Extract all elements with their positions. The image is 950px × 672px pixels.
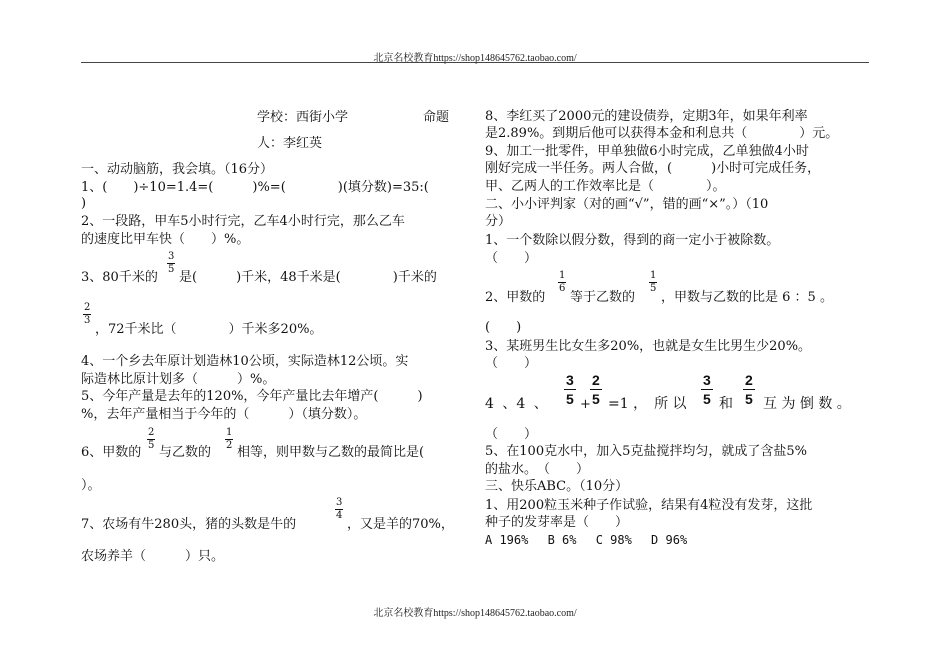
- judge-4-end: 互 为 倒 数 。: [763, 396, 851, 412]
- fraction-1-5: $\frac{1}{5}$: [650, 270, 657, 294]
- fraction-3-5-bold: $\frac{3}{5}$: [566, 372, 574, 407]
- title-school: 学校：西街小学: [257, 110, 349, 125]
- q8-line-1: 8、李红买了2000元的建设债券，定期3年，如果年利率: [485, 109, 808, 124]
- q6-line-1a: 6、甲数的: [81, 445, 142, 460]
- q6-line-2: ）。: [81, 478, 101, 493]
- q3-line-2: ，72千米比（ ）千米多20%。: [95, 322, 323, 337]
- q9-line-2: 刚好完成一半任务。两人合做，( )小时可完成任务，: [485, 161, 821, 176]
- fraction-2-5-bold-b: $\frac{2}{5}$: [745, 372, 753, 407]
- judge-4-he: 和: [719, 396, 733, 412]
- q3-line-1b: 是( )千米，48千米是( )千米的: [179, 270, 437, 285]
- q9-line-3: 甲、乙两人的工作效率比是（ ）。: [485, 179, 726, 194]
- judge-2-line-a: 2、甲数的: [485, 290, 546, 305]
- fraction-3-5: $\frac{3}{5}$: [168, 251, 175, 275]
- q1-line-2: ): [81, 196, 87, 211]
- fraction-1-6: $\frac{1}{6}$: [559, 270, 566, 294]
- judge-5-line-1: 5、在100克水中，加入5克盐搅拌均匀，就成了含盐5%: [485, 444, 807, 459]
- choice-1-line-2: 种子的发芽率是（ ）: [485, 515, 629, 530]
- choice-1-options: A 196% B 6% C 98% D 96%: [485, 533, 688, 547]
- q2-line-2: 的速度比甲车快（ ）%。: [81, 232, 250, 247]
- section-3-heading: 三、快乐ABC。（10分）: [485, 479, 629, 494]
- q8-line-2: 是2.89%。到期后他可以获得本金和利息共（ ）元。: [485, 126, 839, 141]
- page-header: 北京名校教育https://shop148645762.taobao.com/: [373, 53, 577, 64]
- left-column: [81, 0, 466, 672]
- q9-line-1: 9、加工一批零件，甲单独做6小时完成，乙单独做4小时: [485, 144, 809, 159]
- section-1-heading: 一、动动脑筋，我会填。（16分）: [81, 162, 274, 177]
- fraction-1-2: $\frac{1}{2}$: [226, 427, 233, 451]
- section-2-heading-cont: 分）: [485, 214, 512, 229]
- judge-4-prefix: 4 、4 、: [485, 396, 548, 412]
- q5-line-2: %，去年产量相当于今年的（ ）（填分数）。: [81, 407, 367, 422]
- q5-line-1: 5、今年产量是去年的120%，今年产量比去年增产( ): [81, 389, 423, 404]
- section-2-heading: 二、小小评判家（对的画“√”，错的画“×”。）（10: [485, 197, 769, 212]
- q4-line-2: 际造林比原计划多（ ）%。: [81, 372, 276, 387]
- q7-line-1b: ，又是羊的70%，: [347, 517, 454, 532]
- judge-5-line-2: 的盐水。 （ ）: [485, 462, 590, 477]
- judge-3-line-2: （ ）: [485, 356, 538, 371]
- fraction-3-4: $\frac{3}{4}$: [336, 497, 343, 521]
- q6-line-1c: 相等，则甲数与乙数的最简比是(: [237, 445, 425, 460]
- judge-1-line-2: （ ）: [485, 251, 538, 266]
- judge-4-eq: =1 ， 所 以: [608, 396, 687, 412]
- judge-4-plus: +: [580, 397, 591, 412]
- q4-line-1: 4、一个乡去年原计划造林10公顷，实际造林12公顷。实: [81, 354, 409, 369]
- fraction-2-5-bold: $\frac{2}{5}$: [592, 372, 600, 407]
- title-mingti: 命题: [423, 110, 450, 125]
- judge-2-line-c: ，甲数与乙数的比是 6 ：5 。: [661, 290, 833, 305]
- judge-1-line-1: 1、一个数除以假分数，得到的商一定小于被除数。: [485, 233, 780, 248]
- choice-1-line-1: 1、用200粒玉米种子作试验，结果有4粒没有发芽，这批: [485, 498, 813, 513]
- judge-4-answer: （ ）: [485, 427, 538, 442]
- q6-line-1b: 与乙数的: [159, 445, 212, 460]
- fraction-2-5: $\frac{2}{5}$: [148, 427, 155, 451]
- judge-2-answer: ( ): [485, 320, 522, 335]
- q7-line-2: 农场养羊（ ）只。: [81, 549, 225, 564]
- fraction-3-5-bold-b: $\frac{3}{5}$: [703, 372, 711, 407]
- right-column: [485, 0, 875, 672]
- q7-line-1a: 7、农场有牛280头，猪的头数是牛的: [81, 517, 297, 532]
- judge-2-line-b: 等于乙数的: [570, 290, 636, 305]
- title-author: 人：李红英: [257, 136, 323, 151]
- q2-line-1: 2、一段路，甲车5小时行完，乙车4小时行完，那么乙车: [81, 214, 405, 229]
- page-footer: 北京名校教育https://shop148645762.taobao.com/: [373, 608, 577, 619]
- judge-3-line-1: 3、某班男生比女生多20%，也就是女生比男生少20%。: [485, 339, 812, 354]
- q1-line-1: 1、( )÷10=1.4=( )%=( )(填分数)=35:(: [81, 180, 429, 195]
- fraction-2-3: $\frac{2}{3}$: [84, 302, 91, 326]
- q3-line-1a: 3、80千米的: [81, 270, 158, 285]
